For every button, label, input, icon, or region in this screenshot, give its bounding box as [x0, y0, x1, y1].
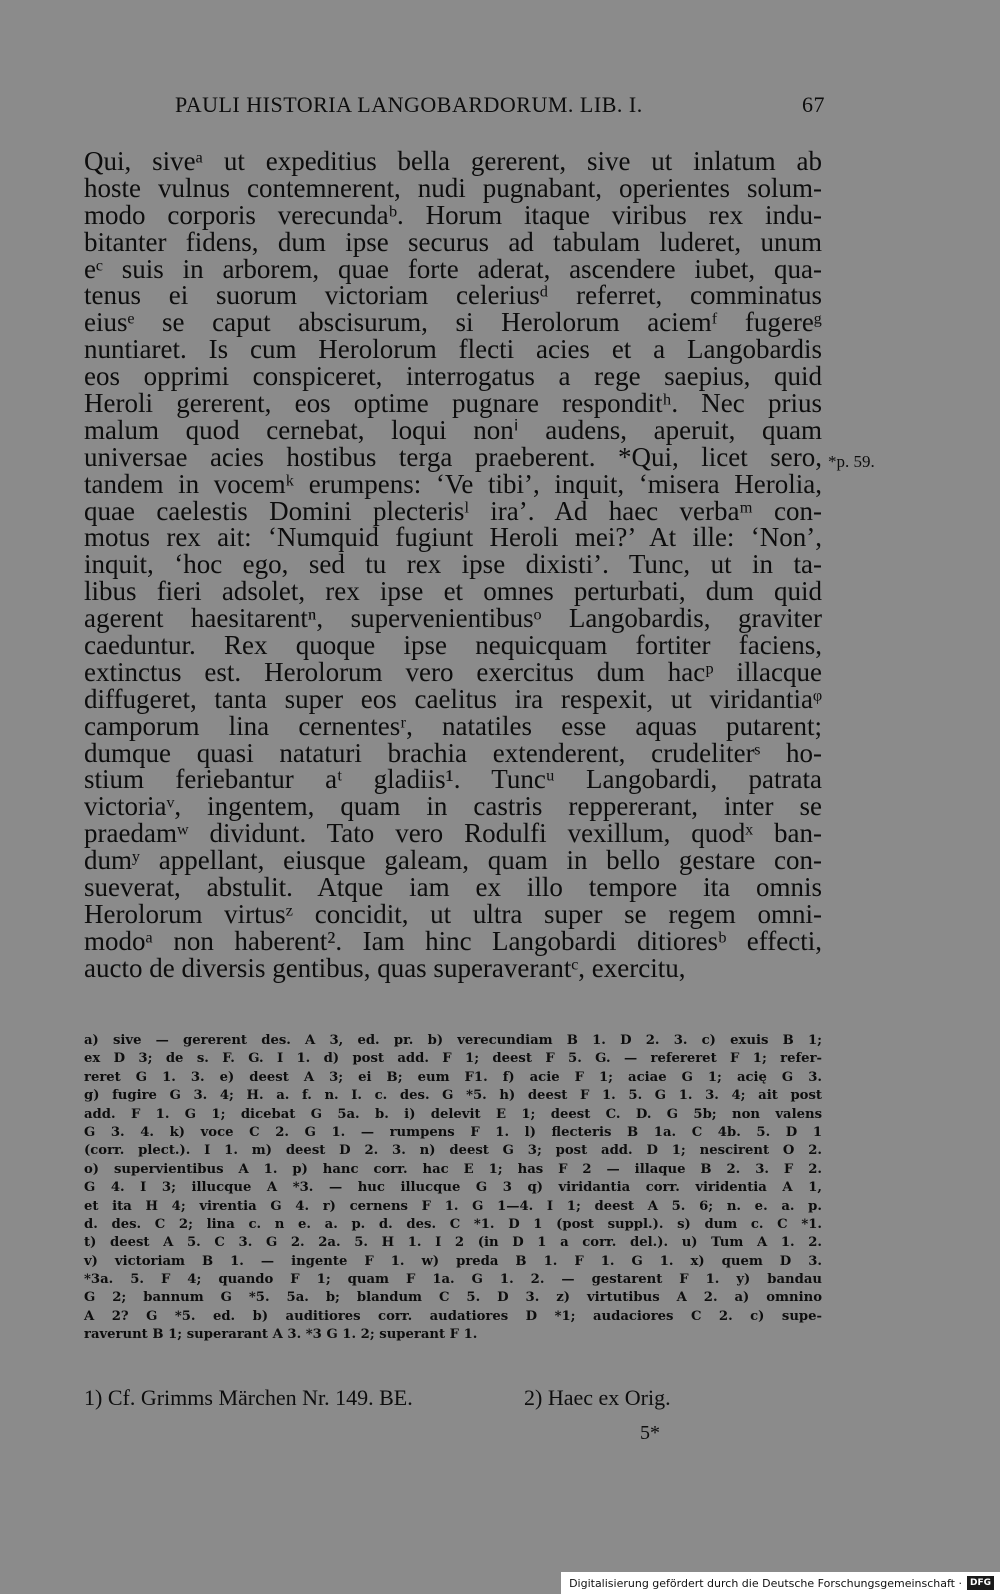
- text-line: eᶜ suis in arborem, quae forte aderat, ascendere iubet, qua-: [84, 253, 822, 284]
- text-line: libus fieri adsolet, rex ipse et omnes perturbati, dum quid: [84, 576, 822, 607]
- text-line: caeduntur. Rex quoque ipse nequicquam fortiter faciens,: [84, 630, 822, 661]
- apparatus-line: G 4. I 3; illucque A *3. — huc illucque G 3 q) viridantia corr. viridentia A 1,: [84, 1180, 822, 1196]
- text-line: quae caelestis Domini plecterisˡ ira’. Ad haec verbaᵐ con-: [84, 495, 822, 526]
- apparatus-line: raverunt B 1; superarant A 3. *3 G 1. 2; superant F 1.: [84, 1327, 478, 1343]
- apparatus-line: o) supervientibus A 1. p) hanc corr. hac E 1; has F 2 — illaque B 2. 3. F 2.: [84, 1161, 822, 1177]
- signature-mark: 5*: [640, 1422, 660, 1444]
- main-text: [84, 148, 822, 982]
- footnote-1: 1) Cf. Grimms Märchen Nr. 149. BE.: [84, 1385, 413, 1410]
- apparatus-line: G 3. 4. k) voce C 2. G 1. — rumpens F 1. l) flecteris B 1a. C 4b. 5. D 1: [84, 1124, 822, 1140]
- text-line: dumʸ appellant, eiusque galeam, quam in bello gestare con-: [84, 845, 822, 876]
- apparatus-line: et ita H 4; virentia G 4. r) cernens F 1. G 1—4. I 1; deest A 5. 6; n. e. a. p.: [84, 1198, 822, 1214]
- apparatus-line: (corr. plect.). I 1. m) deest D 2. 3. n) deest G 3; post add. D 1; nescirent O 2.: [84, 1143, 822, 1159]
- apparatus-line: v) victoriam B 1. — ingente F 1. w) preda B 1. F 1. G 1. x) quem D 3.: [84, 1253, 822, 1269]
- text-line: praedamʷ dividunt. Tato vero Rodulfi vexillum, quodˣ ban-: [84, 818, 822, 849]
- text-line: malum quod cernebat, loqui nonⁱ audens, aperuit, quam: [84, 414, 822, 445]
- text-line: agerent haesitarentⁿ, supervenientibusᵒ Langobardis, graviter: [84, 603, 822, 634]
- text-line: nuntiaret. Is cum Herolorum flecti acies et a Langobardis: [84, 334, 822, 365]
- text-line: inquit, ‘hoc ego, sed tu rex ipse dixisti’. Tunc, ut in ta-: [84, 549, 822, 580]
- apparatus-line: A 2? G *5. ed. b) auditiores corr. audatiores D *1; audaciores C 2. c) supe-: [84, 1308, 822, 1324]
- text-line: Qui, siveᵃ ut expeditius bella gererent, sive ut inlatum ab: [84, 146, 822, 176]
- text-line: eiusᵉ se caput abscisurum, si Herolorum aciemᶠ fugereᵍ: [84, 307, 822, 338]
- text-line: eos opprimi conspiceret, interrogatus a rege saepius, quid: [84, 361, 822, 392]
- apparatus-line: a) sive — gererent des. A 3, ed. pr. b) verecundiam B 1. D 2. 3. c) exuis B 1;: [84, 1033, 822, 1048]
- apparatus-line: add. F 1. G 1; dicebat G 5a. b. i) delevit E 1; deest C. D. G 5b; non valens: [84, 1106, 822, 1122]
- running-head-title: PAULI HISTORIA LANGOBARDORUM. LIB. I.: [175, 92, 643, 117]
- text-line: stium feriebantur aᵗ gladiis¹. Tuncᵘ Langobardi, patrata: [84, 764, 822, 795]
- text-line: aucto de diversis gentibus, quas superaverantᶜ, exercitu,: [84, 952, 686, 983]
- text-line: modoᵃ non haberent². Iam hinc Langobardi ditioresᵇ effecti,: [84, 925, 822, 956]
- text-line: modo corporis verecundaᵇ. Horum itaque viribus rex indu-: [84, 199, 822, 230]
- text-line: universae acies hostibus terga praeberent. *Qui, licet sero,: [84, 441, 822, 472]
- margin-page-reference: *p. 59.: [828, 452, 875, 471]
- footnote-2: 2) Haec ex Orig.: [524, 1385, 671, 1410]
- apparatus-line: t) deest A 5. C 3. G 2. 2a. 5. H 1. I 2 (in D 1 a corr. del.). u) Tum A 1. 2.: [84, 1235, 822, 1251]
- text-line: victoriaᵛ, ingentem, quam in castris reppererant, inter se: [84, 791, 822, 822]
- apparatus-line: ex D 3; de s. F. G. I 1. d) post add. F 1; deest F 5. G. — refereret F 1; refer-: [84, 1051, 822, 1067]
- apparatus-line: reret G 1. 3. e) deest A 3; ei B; eum F1. f) acie F 1; aciae G 1; acię G 3.: [84, 1069, 822, 1085]
- text-line: sueverat, abstulit. Atque iam ex illo tempore ita omnis: [84, 872, 822, 903]
- text-line: hoste vulnus contemnerent, nudi pugnabant, operientes solum-: [84, 172, 822, 203]
- text-line: extinctus est. Herolorum vero exercitus dum hacᵖ illacque: [84, 656, 822, 687]
- text-line: Heroli gererent, eos optime pugnare responditʰ. Nec prius: [84, 388, 822, 419]
- running-head: [175, 92, 825, 118]
- text-line: dumque quasi nataturi brachia extenderent, crudeliterˢ ho-: [84, 737, 822, 768]
- text-line: camporum lina cernentesʳ, natatiles esse aquas putarent;: [84, 710, 822, 741]
- text-line: tandem in vocemᵏ erumpens: ‘Ve tibi’, inquit, ‘misera Herolia,: [84, 468, 822, 499]
- text-line: tenus ei suorum victoriam celeriusᵈ referret, comminatus: [84, 280, 822, 311]
- apparatus-line: *3a. 5. F 4; quando F 1; quam F 1a. G 1. 2. — gestarent F 1. y) bandau: [84, 1272, 822, 1288]
- funding-credit-text: Digitalisierung gefördert durch die Deutsche Forschungsgemeinschaft ·: [569, 1576, 962, 1590]
- text-line: motus rex ait: ‘Numquid fugiunt Heroli mei?’ At ille: ‘Non’,: [84, 522, 822, 553]
- funding-credit-bar: [561, 1572, 1000, 1594]
- apparatus-line: g) fugire G 3. 4; H. a. f. n. I. c. des. G *5. h) deest F 1. 5. G 1. 3. 4; ait post: [84, 1088, 822, 1104]
- text-line: bitanter fidens, dum ipse securus ad tabulam luderet, unum: [84, 226, 822, 257]
- apparatus-line: G 2; bannum G *5. 5a. b; blandum C 5. D 3. z) virtutibus A 2. a) omnino: [84, 1290, 822, 1306]
- text-line: Herolorum virtusᶻ concidit, ut ultra super se regem omni-: [84, 898, 822, 929]
- page-number: 67: [802, 92, 825, 117]
- dfg-logo: DFG: [967, 1576, 994, 1590]
- text-line: diffugeret, tanta super eos caelitus ira respexit, ut viridantiaᵠ: [84, 683, 822, 714]
- apparatus-line: d. des. C 2; lina c. n e. a. p. d. des. C *1. D 1 (post suppl.). s) dum c. C *1.: [84, 1216, 822, 1232]
- critical-apparatus: [84, 1032, 822, 1345]
